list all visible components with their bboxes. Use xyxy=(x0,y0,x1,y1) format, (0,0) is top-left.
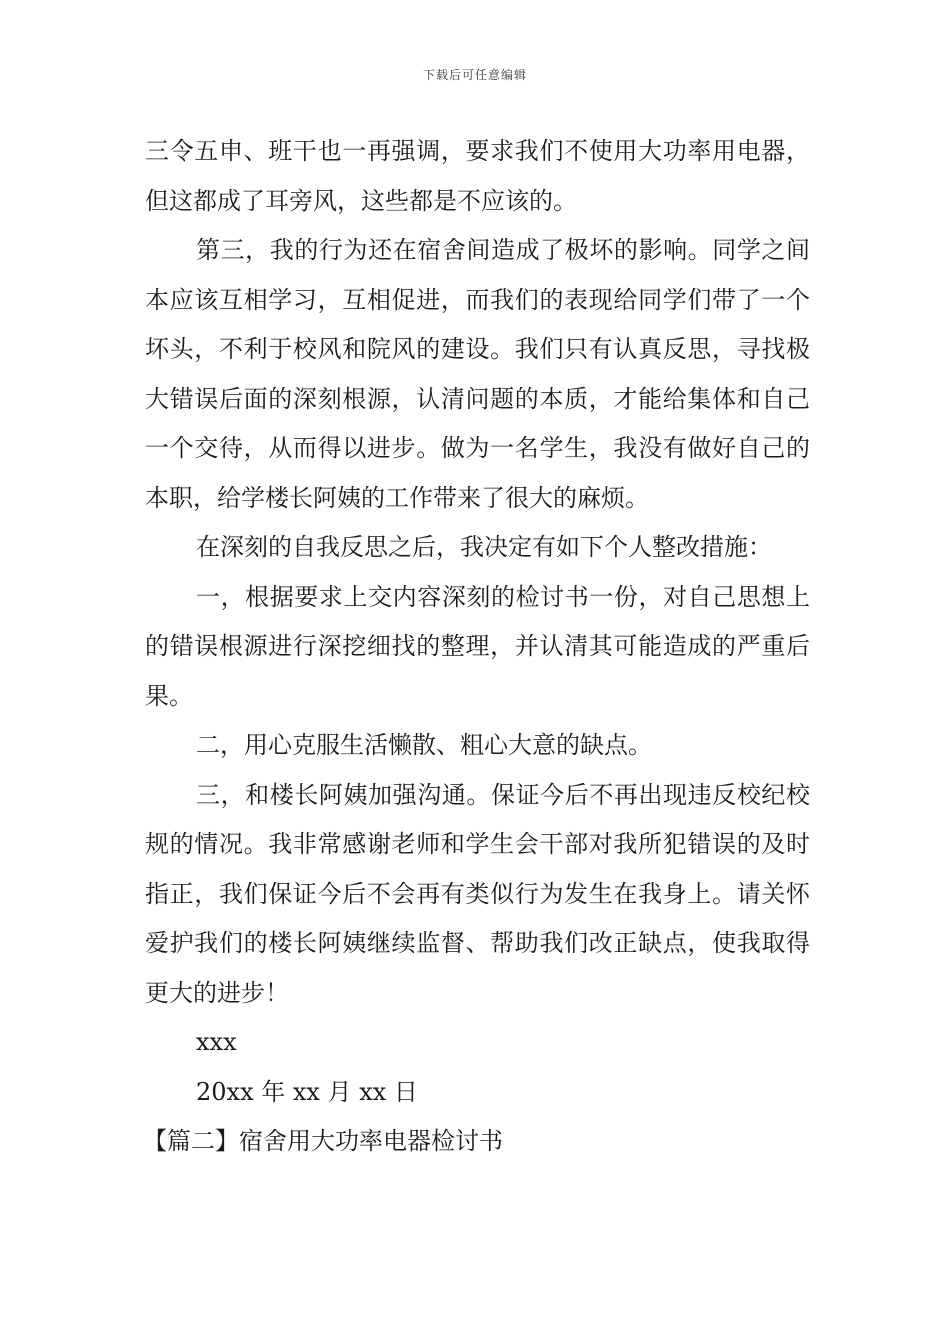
document-body xyxy=(145,127,810,1167)
date-line: 20xx 年 xx 月 xx 日 xyxy=(196,1077,418,1106)
paragraph-continuation: 三令五申、班干也一再强调，要求我们不使用大功率用电器，但这都成了耳旁风，这些都是不应该的。 xyxy=(145,137,810,215)
paragraph-third-point: 第三，我的行为还在宿舍间造成了极坏的影响。同学之间本应该互相学习，互相促进，而我们的表现给同学们带了一个坏头，不利于校风和院风的建设。我们只有认真反思，寻找极大错误后面的深刻根源，认清问题的本质，才能给集体和自己一个交待，从而得以进步。做为一名学生，我没有做好自己的本职，给学楼长阿姨的工作带来了很大的麻烦。 xyxy=(145,236,810,512)
paragraph-measure-three: 三，和楼长阿姨加强沟通。保证今后不再出现违反校纪校规的情况。我非常感谢老师和学生会干部对我所犯错误的及时指正，我们保证今后不会再有类似行为发生在我身上。请关怀爱护我们的楼长阿姨继续监督、帮助我们改正缺点，使我取得更大的进步！ xyxy=(145,780,810,1007)
paragraph-measures-intro: 在深刻的自我反思之后，我决定有如下个人整改措施： xyxy=(196,533,772,561)
paragraph-measure-two: 二，用心克服生活懒散、粗心大意的缺点。 xyxy=(196,731,652,759)
page-header-note: 下载后可任意编辑 xyxy=(422,68,527,82)
section-title: 【篇二】宿舍用大功率电器检讨书 xyxy=(143,1127,503,1155)
paragraph-measure-one: 一，根据要求上交内容深刻的检讨书一份，对自己思想上的错误根源进行深挖细找的整理，并认清其可能造成的严重后果。 xyxy=(145,582,810,710)
signature: xxx xyxy=(196,1028,237,1056)
